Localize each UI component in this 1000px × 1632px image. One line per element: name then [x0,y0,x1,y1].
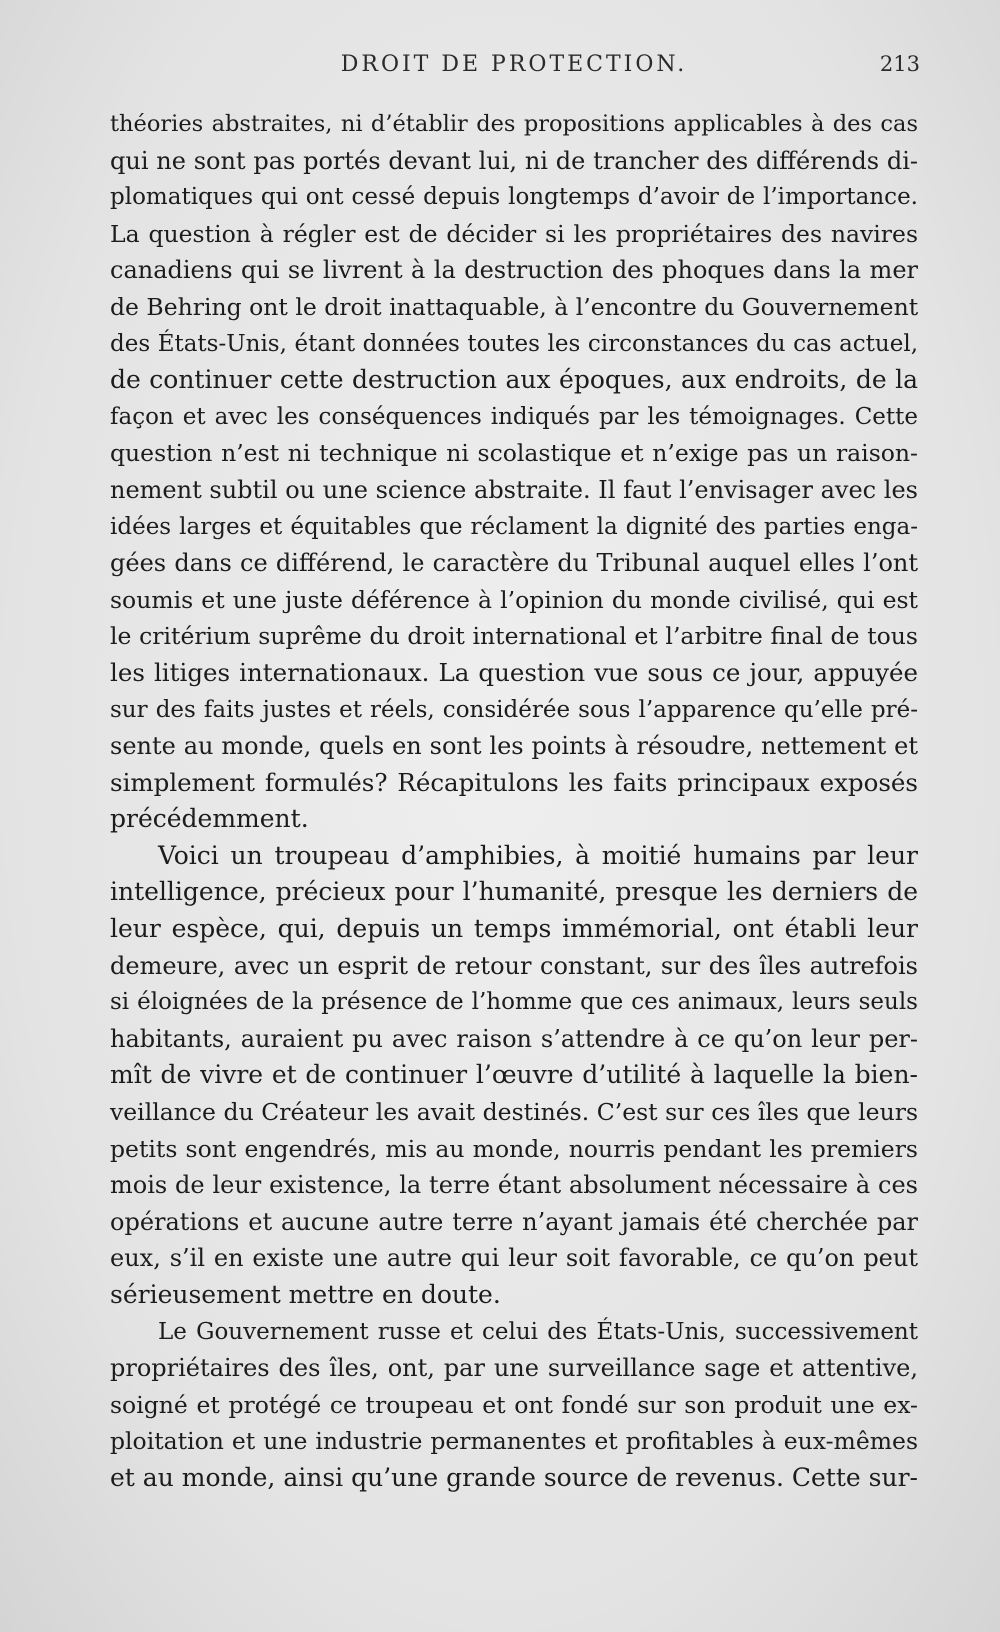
text-line: question n’est ni technique ni scolastique et n’exige pas un raison- [110,439,918,468]
text-line: et au monde, ainsi qu’une grande source de revenus. Cette sur- [110,1462,918,1492]
text-line: idées larges et équitables que réclament la dignité des parties enga- [110,513,918,540]
text-line: ploitation et une industrie permanentes et profitables à eux-mêmes [110,1427,918,1456]
text-line: soumis et une juste déférence à l’opinion du monde civilisé, qui est [110,585,918,614]
text-line: les litiges internationaux. La question vue sous ce jour, appuyée [110,657,918,687]
text-line: sur des faits justes et réels, considérée sous l’apparence qu’elle pré- [110,696,918,723]
text-line: mois de leur existence, la terre étant absolument nécessaire à ces [110,1171,918,1200]
text-line: de Behring ont le droit inattaquable, à l’encontre du Gouvernement [110,292,919,321]
text-line: leur espèce, qui, depuis un temps immémorial, ont établi leur [110,914,918,944]
text-line: nement subtil ou une science abstraite. Il faut l’envisager avec les [110,475,918,504]
text-line: demeure, avec un esprit de retour constant, sur des îles autrefois [110,951,918,980]
text-line: La question à régler est de décider si les propriétaires des navires [110,219,918,248]
text-line: opérations et aucune autre terre n’ayant jamais été cherchée par [110,1207,918,1236]
text-line: soigné et protégé ce troupeau et ont fondé sur son produit une ex- [110,1390,918,1419]
text-line: intelligence, précieux pour l’humanité, presque les derniers de [110,877,918,907]
text-line: précédemment. [110,804,309,834]
running-head [108,52,920,92]
text-line: petits sont engendrés, mis au monde, nourris pendant les premiers [110,1134,918,1163]
text-line: gées dans ce différend, le caractère du Tribunal auquel elles l’ont [110,549,918,578]
paragraph [110,838,918,1314]
paragraph [110,106,918,838]
body-text [110,106,918,1497]
text-line: de continuer cette destruction aux époques, aux endroits, de la [110,365,918,395]
text-line: sente au monde, quels en sont les points à résoudre, nettement et [110,732,918,761]
text-line: propriétaires des îles, ont, par une surveillance sage et attentive, [110,1354,918,1383]
text-line: Voici un troupeau d’amphibies, à moitié humains par leur [158,840,918,870]
text-line: sérieusement mettre en doute. [110,1280,501,1309]
text-line: façon et avec les conséquences indiqués par les témoignages. Cette [110,403,918,430]
text-line: eux, s’il en existe une autre qui leur soit favorable, ce qu’on peut [110,1244,918,1273]
text-line: mît de vivre et de continuer l’œuvre d’utilité à laquelle la bien- [110,1060,918,1090]
text-line: simplement formulés? Récapitulons les faits principaux exposés [110,767,918,797]
text-line: qui ne sont pas portés devant lui, ni de trancher des différends di- [110,146,918,175]
running-title: DROIT DE PROTECTION. [340,52,688,77]
text-line: veillance du Créateur les avait destinés. C’est sur ces îles que leurs [110,1098,918,1127]
text-line: habitants, auraient pu avec raison s’attendre à ce qu’on leur per- [110,1024,918,1053]
text-line: théories abstraites, ni d’établir des propositions applicables à des cas [110,111,918,137]
text-line: plomatiques qui ont cessé depuis longtemps d’avoir de l’importance. [110,184,918,211]
text-line: des États-Unis, étant données toutes les circonstances du cas actuel, [110,330,918,357]
text-line: Le Gouvernement russe et celui des États-Unis, successivement [158,1318,918,1345]
page-number: 213 [879,52,920,76]
text-line: canadiens qui se livrent à la destruction des phoques dans la mer [110,256,918,285]
text-line: si éloignées de la présence de l’homme que ces animaux, leurs seuls [110,989,918,1016]
paragraph [110,1314,918,1497]
text-line: le critérium suprême du droit international et l’arbitre final de tous [110,622,918,651]
